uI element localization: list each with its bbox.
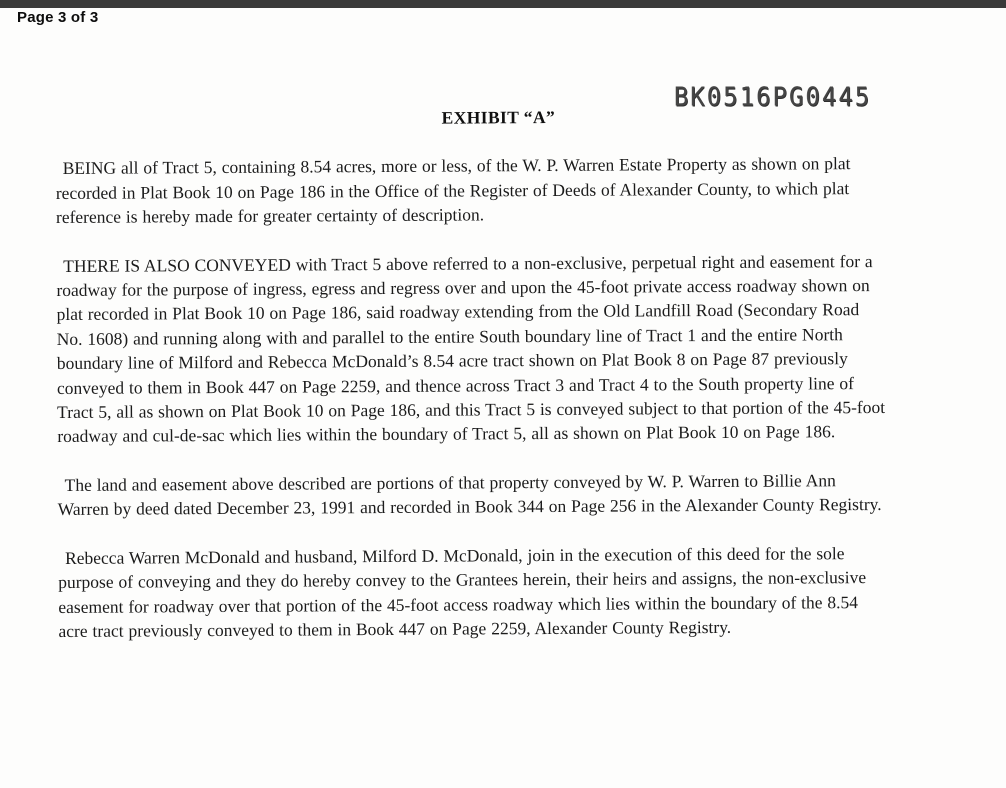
- paragraph-easement-conveyance: THERE IS ALSO CONVEYED with Tract 5 above referred to a non-exclusive, perpetual right and easement for a roadway for the purpose of ingress, egress and regress over and upon the 45-foot private access roadway shown on plat recorded in Plat Book 10 on Page 186, said roadway extending from the Old Landfill Road (Secondary Road No. 1608) and running along with and parallel to the entire South boundary line of Tract 1 and the entire North boundary line of Milford and Rebecca McDonald’s 8.54 acre tract shown on Plat Book 8 on Page 87 previously conveyed to them in Book 447 on Page 2259, and thence across Tract 3 and Tract 4 to the South property line of Tract 5, all as shown on Plat Book 10 on Page 186, and this Tract 5 is conveyed subject to that portion of the 45-foot roadway and cul-de-sac which lies within the boundary of Tract 5, all as shown on Plat Book 10 on Page 186.: [56, 250, 886, 447]
- exhibit-title: EXHIBIT “A”: [441, 106, 556, 128]
- page-number-label: Page 3 of 3: [17, 9, 99, 26]
- paragraph-being-tract-description: BEING all of Tract 5, containing 8.54 acres, more or less, of the W. P. Warren Estate Property as shown on plat recorded in Plat Book 10 on Page 186 in the Office of the Register of Deeds of Alexander County, to which plat reference is hereby made for greater certainty of description.: [55, 153, 851, 228]
- paragraph-mcdonald-joinder: Rebecca Warren McDonald and husband, Milford D. McDonald, join in the execution of this deed for the sole purpose of conveying and they do hereby convey to the Grantees herein, their heirs and assigns, the non-exclusive easement for roadway over that portion of the 45-foot access roadway which lies within the boundary of the 8.54 acre tract previously conveyed to them in Book 447 on Page 2259, Alexander County Registry.: [58, 542, 867, 641]
- book-page-recording-stamp: BK0516PG0445: [674, 81, 872, 113]
- scan-edge-bar: [0, 0, 1006, 8]
- document-body: [55, 103, 888, 667]
- paragraph-prior-conveyance: The land and easement above described are portions of that property conveyed by W. P. Warren to Billie Ann Warren by deed dated December 23, 1991 and recorded in Book 344 on Page 256 in the Alexander County Registry.: [57, 470, 882, 520]
